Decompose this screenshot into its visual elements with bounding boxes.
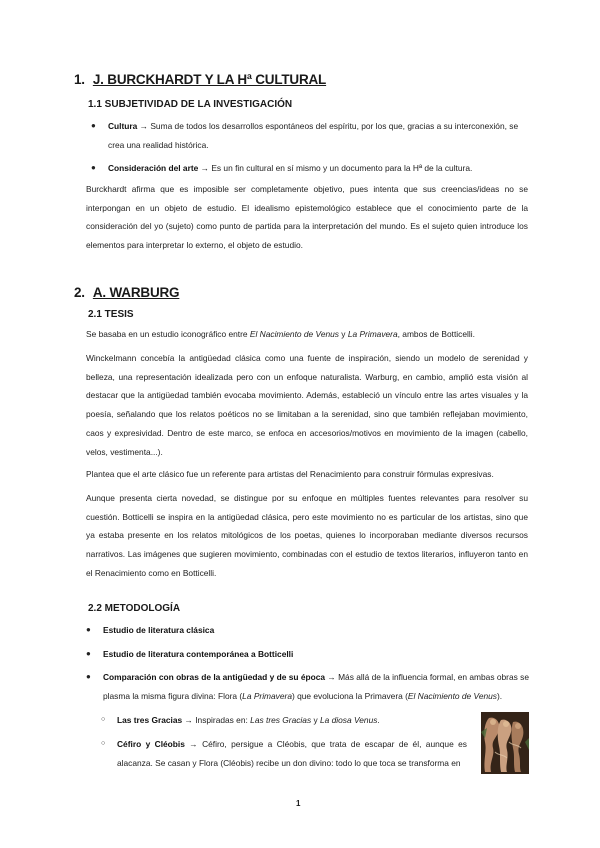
painting-illustration: [481, 712, 529, 774]
bullet-consideracion-arte: ● Consideración del arte → Es un fin cultural en sí mismo y un documento para la Hª de la cultura.: [108, 159, 528, 178]
section-1-heading: [74, 72, 326, 87]
circle-bullet-icon: ○: [101, 716, 106, 723]
section-2-heading: [74, 285, 179, 300]
paragraph-winckelmann: Winckelmann concebía la antigüedad clásica como una fuente de inspiración, siendo un modelo de serenidad y belleza, una representación idealizada pero con un enfoque naturalista. Warburg, en cambio, amplió esta visión al destacar que la antigüedad también evocaba movimiento. Además, estableció un vínculo entre las artes visuales y la poesía, señalando que los relatos poéticos no se limitaban a la serenidad, sino que también reflejaban movimiento, caos y expresividad. Dentro de este marco, se enfoca en accesorios/motivos en movimiento de la imagen (cabello, velos, vestimenta...).: [86, 353, 528, 457]
bullet-dot: ●: [86, 672, 91, 681]
subsection-2-1-heading: 2.1 TESIS: [88, 309, 134, 320]
paragraph-burckhardt: Burckhardt afirma que es imposible ser completamente objetivo, pues intenta que sus creencias/ideas no se interpongan en un objeto de estudio. El idealismo epistemológico establece que el conocimiento parte de la consideración del yo (sujeto) como punto de partida para la interpretación del mundo. Es el sujeto quien introduce los elementos para interpretar lo externo, el objeto de estudio.: [86, 184, 528, 251]
bullet-dot: ●: [91, 121, 96, 130]
section-1-number: 1.: [74, 72, 85, 87]
subsection-2-2-heading: 2.2 METODOLOGÍA: [88, 603, 181, 614]
bullet-literatura-clasica: ● Estudio de literatura clásica: [103, 621, 523, 640]
bullet-dot: ●: [91, 163, 96, 172]
subbullet-tres-gracias: ○ Las tres Gracias → Inspiradas en: Las tres Gracias y La diosa Venus.: [117, 711, 467, 730]
page-number: 1: [296, 799, 301, 808]
bullet-dot: ●: [86, 625, 91, 634]
section-2-title: A. WARBURG: [92, 285, 180, 300]
paragraph-novedad: Aunque presenta cierta novedad, se distingue por su enfoque en múltiples fuentes relevantes para resolver su cuestión. Botticelli se inspira en la antigüedad clásica, pero este movimiento no es particular de los artistas, sino que ya estaba presente en los relatos mitológicos de los poetas, quienes lo incorporaban mediante diversos recursos narrativos. Las imágenes que sugieren movimiento, combinadas con el estudio de textos literarios, influyeron tanto en el Renacimiento como en Botticelli.: [86, 493, 528, 578]
subbullet-cefiro-cleobis: ○ Céfiro y Cléobis → Céfiro, persigue a Cléobis, que trata de escapar de él, aunque es alacanza. Se casan y Flora (Cléobis) recibe un don divino: todo lo que toca se transforma en: [117, 735, 467, 772]
paragraph-arte-clasico: Plantea que el arte clásico fue un referente para artistas del Renacimiento para construir fórmulas expresivas.: [86, 469, 494, 479]
bullet-dot: ●: [86, 649, 91, 658]
bullet-literatura-contemporanea: ● Estudio de literatura contemporánea a Botticelli: [103, 645, 523, 664]
botticelli-painting-image: [481, 712, 529, 774]
bullet-comparacion: ● Comparación con obras de la antigüedad y de su época → Más allá de la influencia formal, en ambas obras se plasma la misma figura divina: Flora (La Primavera) que evoluciona la Primavera (El Nacimiento de Venus).: [103, 668, 529, 705]
section-1-title: J. BURCKHARDT Y LA Hª CULTURAL: [92, 72, 327, 87]
paragraph-tesis-intro: Se basaba en un estudio iconográfico entre El Nacimiento de Venus y La Primavera, ambos de Botticelli.: [86, 329, 475, 339]
bullet-cultura: ● Cultura → Suma de todos los desarrollos espontáneos del espíritu, por los que, gracias a su interconexión, se crea una realidad histórica.: [108, 117, 528, 154]
circle-bullet-icon: ○: [101, 740, 106, 747]
section-2-number: 2.: [74, 285, 85, 300]
subsection-1-1-heading: 1.1 SUBJETIVIDAD DE LA INVESTIGACIÓN: [88, 99, 293, 110]
